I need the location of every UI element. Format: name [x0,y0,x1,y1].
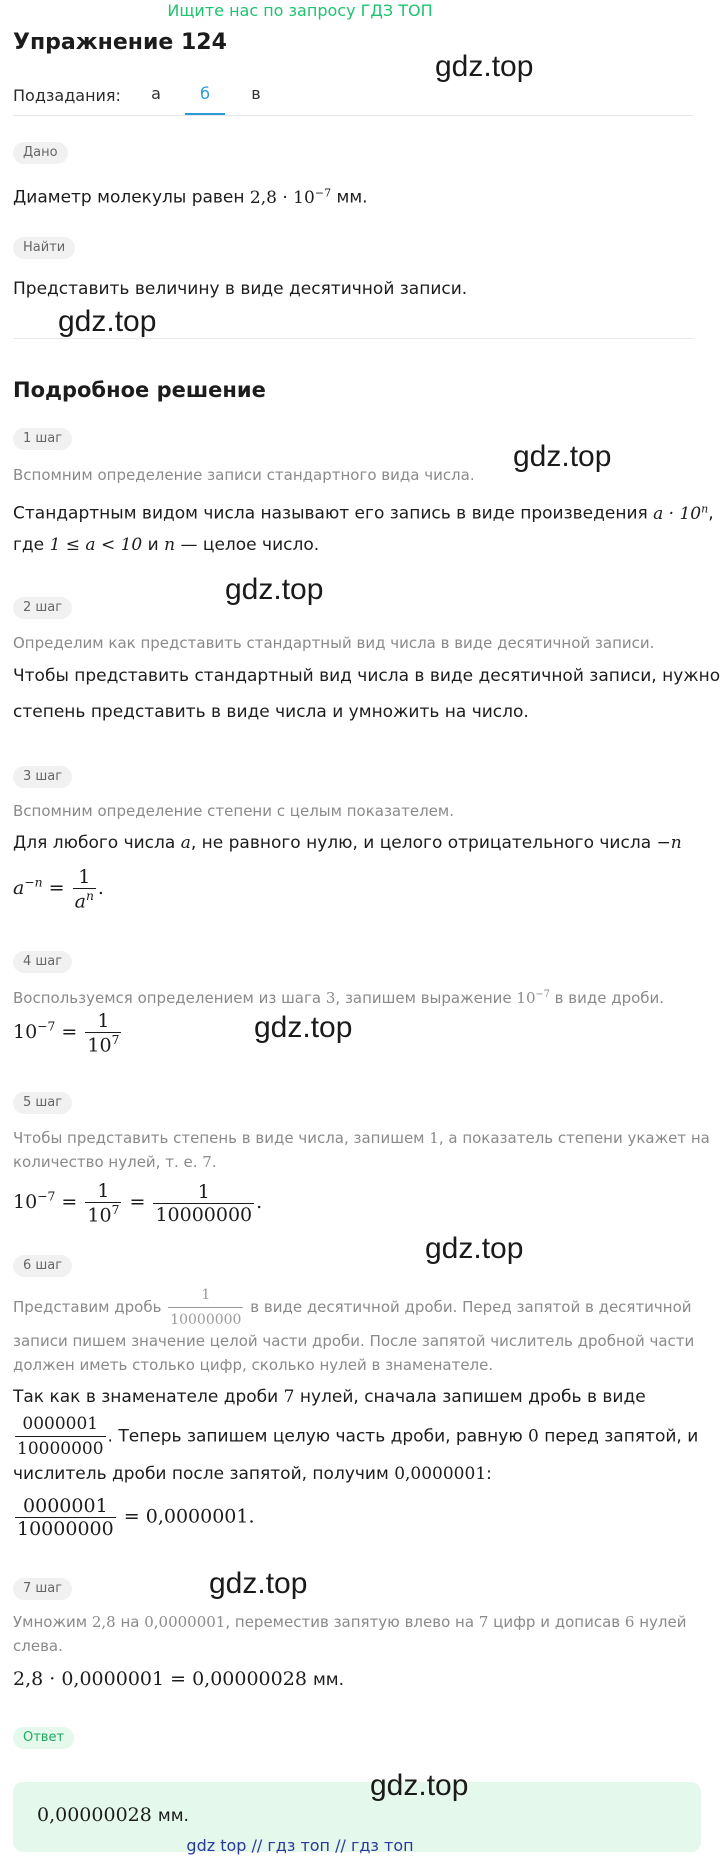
find-pill: Найти [13,237,75,259]
watermark: gdz.top [225,573,324,606]
answer-value: 0,00000028 мм. [37,1804,189,1826]
watermark: gdz.top [58,305,157,338]
step2-pill: 2 шаг [13,597,72,619]
watermark: gdz.top [370,1769,469,1802]
step3-formula: $a^{-n}$ = $\frac{1}{a^n}$ . [13,866,104,913]
step1-line2: где 1 ≤ a < 10 и n — целое число. [13,535,320,555]
step1-pill: 1 шаг [13,428,72,450]
step6-line3: числитель дроби после запятой, получим 0,0000001: [13,1464,492,1484]
watermark: gdz.top [425,1232,524,1265]
step7-hint-line1: Умножим 2,8 на 0,0000001, переместив запятую влево на 7 цифр и дописав 6 нулей [13,1613,687,1631]
step2-hint: Определим как представить стандартный вид числа в виде десятичной записи. [13,634,655,652]
step5-hint-line2: количество нулей, т. е. 7. [13,1153,217,1171]
step3-line1: Для любого числа a, не равного нулю, и целого отрицательного числа −n [13,833,682,853]
step4-hint: Воспользуемся определением из шага 3, запишем выражение $10^{-7}$ в виде дроби. [13,989,665,1007]
watermark: gdz.top [435,50,534,83]
step5-hint-line1: Чтобы представить степень в виде числа, запишем 1, а показатель степени укажет на [13,1129,710,1147]
answer-pill: Ответ [13,1727,74,1749]
solution-title: Подробное решение [13,378,266,402]
subtask-tab-b[interactable]: б [185,84,225,115]
given-text: Диаметр молекулы равен $2,8 \cdot 10^{-7}$ мм. [13,186,368,208]
subtask-tab-v[interactable]: в [251,84,261,103]
subtasks-label: Подзадания: [13,86,121,105]
find-text: Представить величину в виде десятичной записи. [13,279,468,299]
step6-line1: Так как в знаменателе дроби 7 нулей, сначала запишем дробь в виде [13,1387,646,1407]
step6-formula: $\frac{0000001}{10000000}$ = 0,0000001. [17,1495,255,1540]
subtasks-divider [13,115,693,116]
step5-formula: $10^{-7}$ = $\frac{1}{10^7}$ = $\frac{1}{10000000}$ . [13,1180,263,1227]
step6-pill: 6 шаг [13,1255,72,1277]
watermark: gdz.top [513,440,612,473]
step2-line1: Чтобы представить стандартный вид числа в виде десятичной записи, нужно [13,666,720,686]
step1-hint: Вспомним определение записи стандартного вида числа. [13,466,475,484]
watermark: gdz.top [254,1011,353,1044]
step6-hint-line2: записи пишем значение целой части дроби. После запятой числитель дробной части [13,1332,695,1350]
footer-links[interactable]: gdz top // гдз топ // гдз топ [186,1836,414,1855]
step6-line2: $\frac{0000001}{10000000}$ . Теперь запишем целую часть дроби, равную 0 перед запятой, и [17,1414,699,1459]
step3-pill: 3 шаг [13,766,72,788]
promo-banner: Ищите нас по запросу ГДЗ ТОП [167,1,433,20]
step6-hint-line1: Представим дробь $\frac{1}{10000000}$ в виде десятичной дроби. Перед запятой в десятичной [13,1283,692,1332]
step7-hint-line2: слева. [13,1637,63,1655]
step7-pill: 7 шаг [13,1578,72,1600]
step1-line1: Стандартным видом числа называют его запись в виде произведения $a \cdot 10^n$, [13,502,714,524]
page-title: Упражнение 124 [13,30,227,55]
step5-pill: 5 шаг [13,1092,72,1114]
subtask-tab-a[interactable]: а [151,84,161,103]
step4-formula: $10^{-7}$ = $\frac{1}{10^7}$ [13,1010,120,1057]
given-pill: Дано [13,142,68,164]
watermark: gdz.top [209,1567,308,1600]
step3-hint: Вспомним определение степени с целым показателем. [13,802,454,820]
step7-formula: 2,8 · 0,0000001 = 0,00000028 мм. [13,1668,345,1690]
step4-pill: 4 шаг [13,951,72,973]
step6-hint-line3: должен иметь столько цифр, сколько нулей в знаменателе. [13,1356,494,1374]
step2-line2: степень представить в виде числа и умножить на число. [13,702,529,722]
